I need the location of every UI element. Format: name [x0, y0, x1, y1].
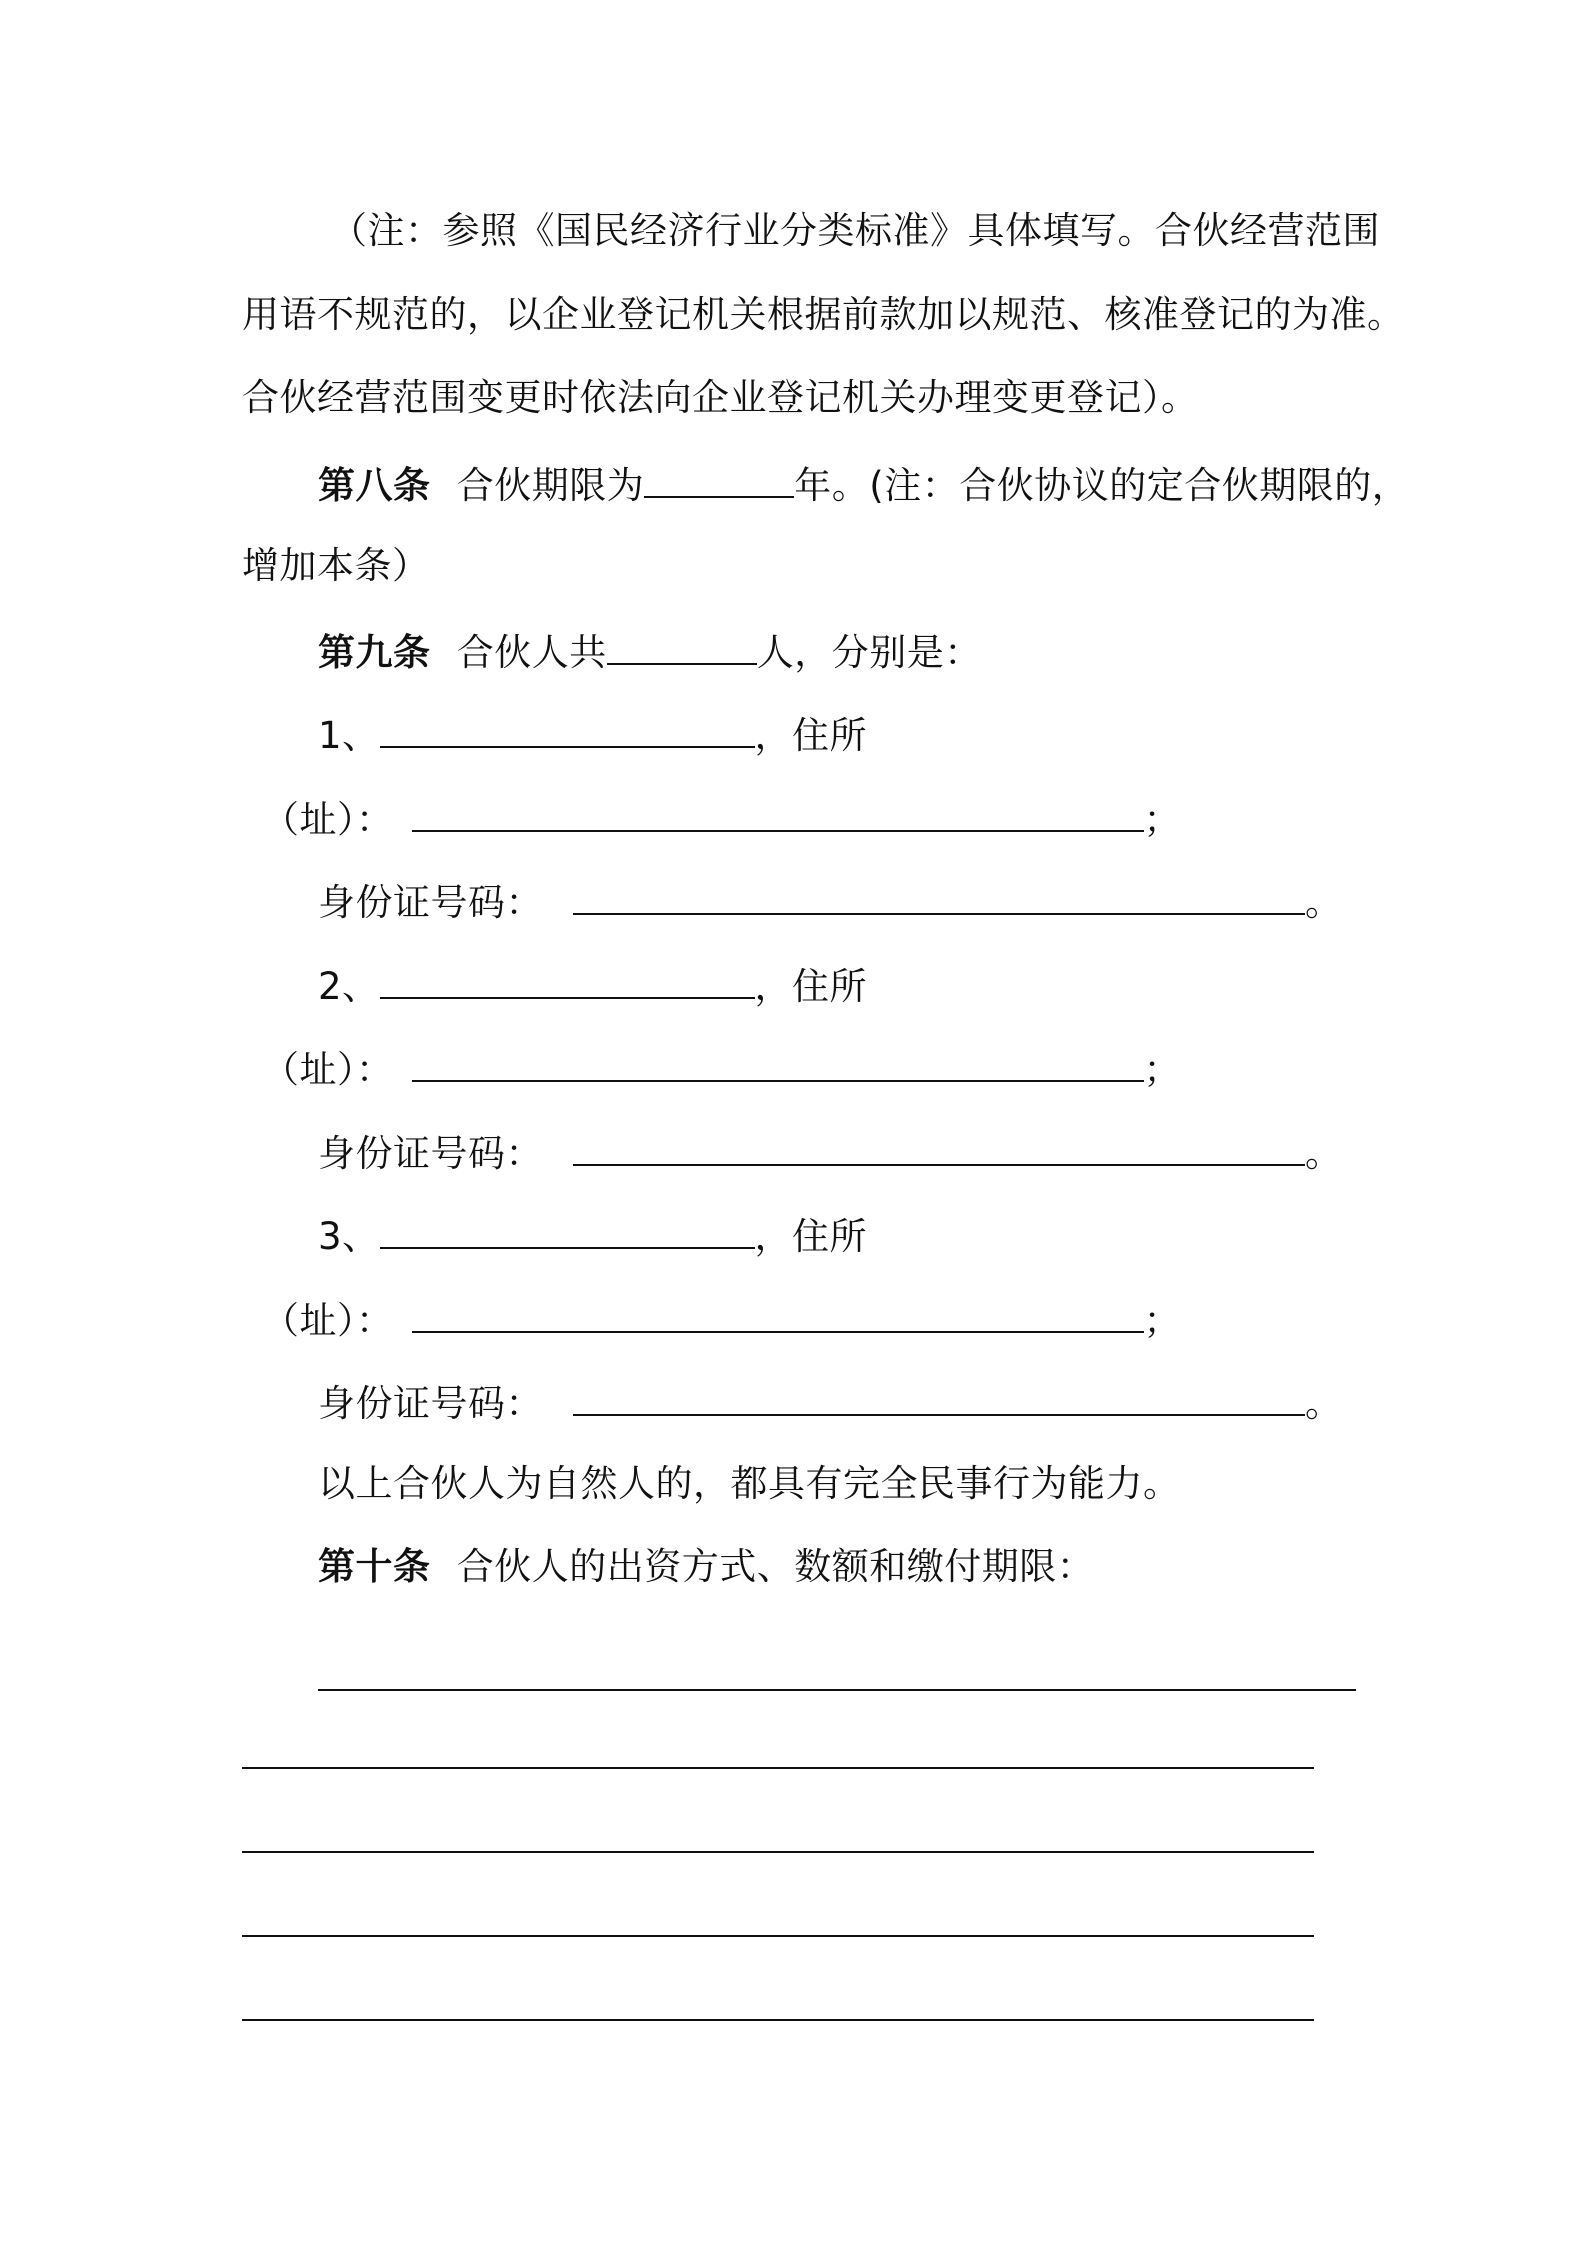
note-line-1: （注：参照《国民经济行业分类标准》具体填写。合伙经营范围: [330, 209, 1380, 252]
article-9-line: [318, 623, 982, 679]
partner-1-id-field[interactable]: [573, 873, 1305, 915]
article-8-text-after: 年。(注：合伙协议的定合伙期限的，: [794, 464, 1410, 507]
contribution-answer-line-5[interactable]: [242, 2019, 1314, 2021]
partner-3-name-field[interactable]: [380, 1207, 755, 1249]
partner-2-residence-label: ，住所: [754, 965, 868, 1008]
partner-2-address-label: （址）：: [262, 1048, 394, 1091]
partner-count-field[interactable]: [607, 623, 757, 665]
note-line-3: 合伙经营范围变更时依法向企业登记机关办理变更登记）。: [242, 376, 1199, 419]
contribution-answer-line-2[interactable]: [242, 1767, 1314, 1769]
partner-1-id-line: [318, 873, 1343, 929]
article-10-label: 第十条: [318, 1545, 431, 1588]
partner-3-address-end: ；: [1143, 1299, 1181, 1342]
article-10-line: [318, 1541, 1094, 1593]
partner-3-number: 3、: [318, 1215, 380, 1258]
article-9-text-after: 人，分别是：: [756, 631, 982, 674]
article-8-line-2: 增加本条）: [242, 544, 430, 587]
partner-2-address-end: ；: [1143, 1048, 1181, 1091]
article-8-text-before: 合伙期限为: [456, 464, 645, 507]
note-line-2: 用语不规范的，以企业登记机关根据前款加以规范、核准登记的为准。: [242, 293, 1405, 336]
contribution-answer-line-4[interactable]: [242, 1935, 1314, 1937]
article-10-text: 合伙人的出资方式、数额和缴付期限：: [456, 1545, 1095, 1588]
partner-3-address-field[interactable]: [412, 1291, 1144, 1333]
partner-3-residence-label: ，住所: [754, 1215, 868, 1258]
partner-2-id-field[interactable]: [573, 1124, 1305, 1166]
partner-3-address-label: （址）：: [262, 1299, 394, 1342]
partner-2-name-line: [318, 957, 867, 1013]
partner-3-address-line: [262, 1291, 1181, 1347]
partner-3-id-field[interactable]: [573, 1374, 1305, 1416]
partner-3-name-line: [318, 1207, 867, 1263]
partner-1-name-line: [318, 706, 867, 762]
article-8-label: 第八条: [318, 464, 431, 507]
partner-2-name-field[interactable]: [380, 957, 755, 999]
partner-2-address-field[interactable]: [412, 1040, 1144, 1082]
partner-1-name-field[interactable]: [380, 706, 755, 748]
partner-3-id-label: 身份证号码：: [318, 1382, 543, 1425]
partner-1-address-end: ；: [1143, 798, 1181, 841]
article-9-text-before: 合伙人共: [456, 631, 607, 674]
partner-2-id-line: [318, 1124, 1343, 1180]
partner-1-id-label: 身份证号码：: [318, 881, 543, 924]
partner-1-residence-label: ，住所: [754, 714, 868, 757]
partner-1-number: 1、: [318, 714, 380, 757]
term-years-field[interactable]: [644, 456, 794, 498]
contribution-answer-line-1[interactable]: [318, 1689, 1356, 1691]
contribution-answer-line-3[interactable]: [242, 1851, 1314, 1853]
partner-2-number: 2、: [318, 965, 380, 1008]
article-9-label: 第九条: [318, 631, 431, 674]
partner-2-id-label: 身份证号码：: [318, 1132, 543, 1175]
partner-3-id-line: [318, 1374, 1343, 1430]
partner-1-address-field[interactable]: [412, 790, 1144, 832]
partner-1-id-end: 。: [1305, 881, 1343, 924]
capacity-note: 以上合伙人为自然人的，都具有完全民事行为能力。: [318, 1462, 1181, 1505]
article-8-line-1: [318, 456, 1409, 512]
partner-2-id-end: 。: [1305, 1132, 1343, 1175]
partner-2-address-line: [262, 1040, 1181, 1096]
partner-1-address-label: （址）：: [262, 798, 394, 841]
partner-3-id-end: 。: [1305, 1382, 1343, 1425]
partner-1-address-line: [262, 790, 1181, 846]
